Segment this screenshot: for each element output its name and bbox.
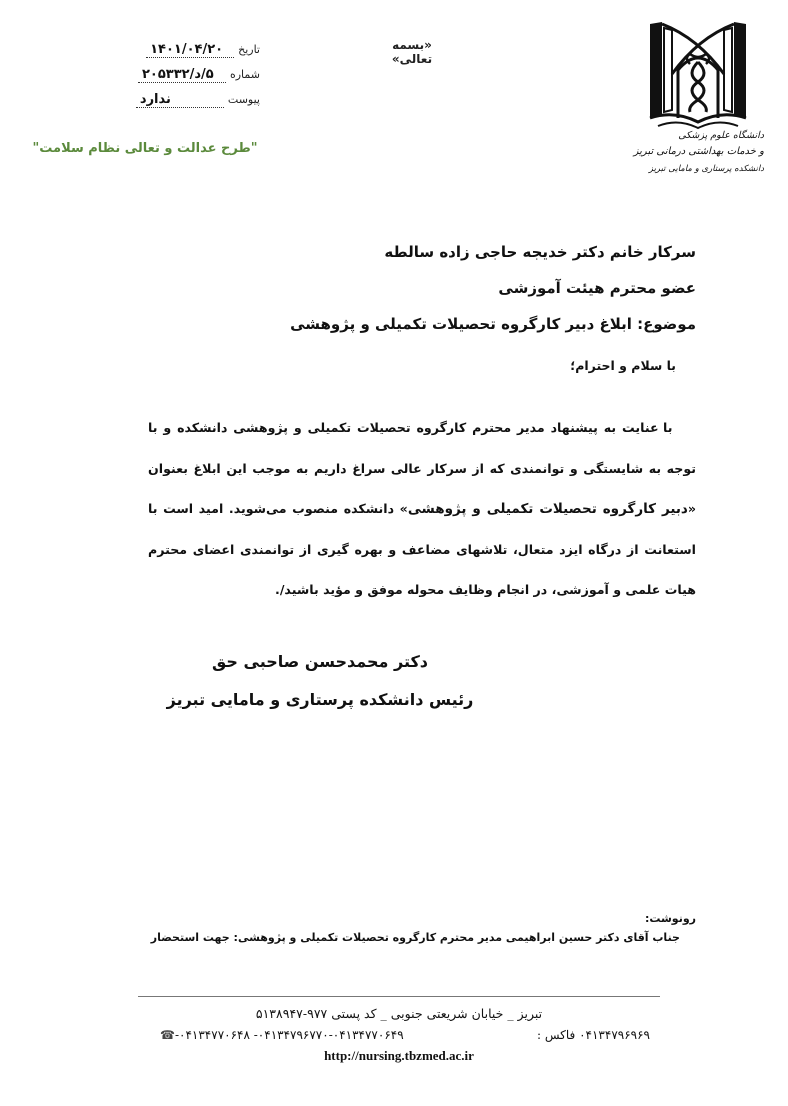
number-label: شماره [229, 68, 260, 81]
cc-recipient: جناب آقای دکتر حسین ابراهیمی مدیر محترم کارگروه تحصیلات تکمیلی و پژوهشی: جهت استحضار [150, 931, 680, 944]
greeting: با سلام و احترام؛ [570, 358, 676, 373]
body-emphasis: دبیر کارگروه تحصیلات تکمیلی و پژوهشی [407, 501, 688, 517]
phone-group [160, 1025, 404, 1045]
footer-website-link[interactable]: http://nursing.tbzmed.ac.ir [324, 1048, 474, 1063]
footer-divider [138, 996, 660, 997]
fax-number: ۰۴۱۳۴۷۹۶۹۶۹ [579, 1028, 650, 1042]
body-part-1: با عنایت به پیشنهاد مدیر محترم کارگروه تحصیلات تکمیلی و پژوهشی دانشکده و با توجه به شایستگی و توانمندی که از سرکار عالی سراغ داریم به موجب این ابلاغ بعنوان « [148, 420, 697, 516]
letter-subject: موضوع: ابلاغ دبیر کارگروه تحصیلات تکمیلی و پژوهشی [290, 315, 696, 333]
footer-address: تبریز _ خیابان شریعتی جنوبی _ کد پستی ۹۷۷-۵۱۳۸۹۴۷ [255, 1006, 543, 1021]
logo-line-health-services: و خدمات بهداشتی درمانی تبریز [633, 146, 764, 157]
phone-numbers: ۰۴۱۳۴۷۹۶۷۷۰-۰۴۱۳۴۷۷۰۶۴۹- ۰۴۱۳۴۷۷۰۶۴۸- [174, 1028, 404, 1042]
date-label: تاریخ [238, 43, 260, 56]
number-value: ۵/د/۲۰۵۳۳۲ [138, 67, 226, 83]
meta-attachment-row [80, 92, 260, 117]
letter-meta [80, 42, 260, 117]
cc-block [136, 910, 696, 948]
body-paragraph [148, 408, 696, 611]
fax-group [537, 1025, 650, 1045]
meta-number-row [80, 67, 260, 92]
attachment-value: ندارد [136, 92, 224, 108]
fax-label: فاکس : [537, 1028, 576, 1042]
body-part-2: » دانشکده منصوب می‌شوید. امید است با استعانت از درگاه ایزد متعال، تلاشهای مضاعف و بهره گیری از توانمندی اعضای محترم هیات علمی و آموزشی، در انجام وظایف محوله موفق و مؤید باشید/. [148, 501, 696, 597]
logo-line-faculty: دانشکده پرستاری و مامایی تبریز [648, 164, 764, 174]
university-logo [628, 18, 768, 188]
recipient-title: عضو محترم هیئت آموزشی [498, 279, 696, 297]
signatory-name: دکتر محمدحسن صاحبی حق [212, 652, 428, 671]
date-value: ۱۴۰۱/۰۴/۲۰ [146, 42, 234, 58]
meta-date-row [80, 42, 260, 67]
university-emblem-icon [628, 18, 768, 136]
telephone-icon: ☎ [160, 1028, 175, 1042]
footer [138, 1003, 660, 1067]
signature-block [150, 643, 490, 719]
attachment-label: پیوست [227, 93, 260, 106]
letter-body [148, 408, 696, 611]
signatory-position: رئیس دانشکده پرستاری و مامایی تبریز [166, 690, 474, 709]
recipient-name: سرکار خانم دکتر خدیجه حاجی زاده سالطه [384, 243, 696, 261]
cc-label: رونوشت: [644, 912, 696, 925]
footer-contacts [138, 1025, 660, 1045]
recipient-block [276, 234, 696, 342]
logo-line-university: دانشگاه علوم پزشکی [678, 130, 764, 141]
bismillah-heading: «بسمه تعالی» [391, 38, 433, 66]
slogan: "طرح عدالت و تعالی نظام سلامت" [32, 141, 258, 156]
